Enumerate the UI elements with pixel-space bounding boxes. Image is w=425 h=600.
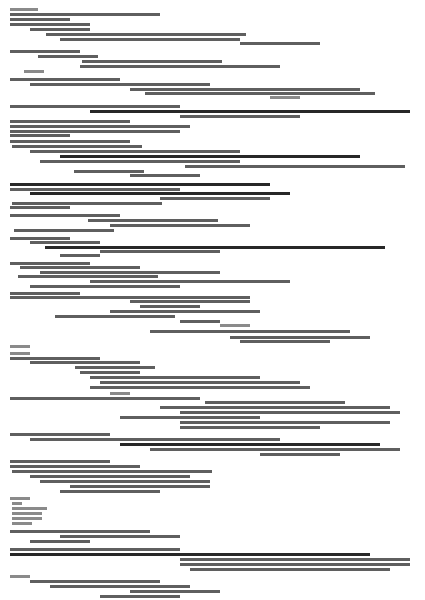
text-line — [40, 271, 220, 274]
text-line — [14, 229, 114, 232]
text-line — [10, 13, 160, 16]
text-line — [230, 336, 370, 339]
text-line — [10, 575, 30, 578]
text-line — [130, 174, 200, 177]
text-line — [30, 438, 280, 441]
text-line — [60, 155, 360, 158]
text-line — [12, 202, 162, 205]
text-line — [10, 497, 30, 500]
text-line — [10, 18, 70, 21]
text-line — [10, 530, 150, 533]
text-line — [12, 145, 142, 148]
text-line — [180, 563, 410, 566]
text-line — [70, 485, 210, 488]
text-line — [150, 448, 400, 451]
text-line — [10, 183, 270, 186]
text-line — [30, 83, 210, 86]
text-line — [50, 585, 190, 588]
text-line — [110, 392, 130, 395]
text-line — [220, 324, 250, 327]
text-line — [100, 381, 300, 384]
text-line — [12, 512, 42, 515]
text-line — [145, 92, 375, 95]
text-line — [10, 188, 180, 191]
text-line — [180, 558, 410, 561]
text-line — [10, 214, 120, 217]
text-line — [12, 502, 22, 505]
text-line — [100, 250, 220, 253]
text-line — [10, 548, 180, 551]
text-line — [130, 590, 220, 593]
text-line — [130, 88, 360, 91]
text-line — [30, 580, 160, 583]
text-line — [190, 568, 390, 571]
text-line — [60, 535, 180, 538]
text-line — [150, 330, 350, 333]
text-line — [240, 42, 320, 45]
text-line — [180, 411, 400, 414]
text-line — [180, 115, 300, 118]
text-line — [260, 453, 340, 456]
text-line — [10, 105, 180, 108]
text-line — [12, 507, 47, 510]
text-line — [12, 522, 32, 525]
text-line — [40, 160, 240, 163]
text-line — [60, 254, 100, 257]
text-line — [90, 110, 410, 113]
text-line — [10, 206, 70, 209]
text-line — [180, 426, 320, 429]
text-line — [12, 517, 42, 520]
text-line — [60, 38, 240, 41]
text-line — [10, 433, 110, 436]
text-line — [10, 553, 370, 556]
text-line — [90, 386, 310, 389]
text-line — [40, 480, 210, 483]
text-line — [80, 371, 140, 374]
text-line — [110, 224, 250, 227]
text-line — [74, 170, 144, 173]
text-line — [24, 70, 44, 73]
text-line — [18, 275, 158, 278]
text-line — [30, 285, 180, 288]
text-line — [10, 345, 30, 348]
text-line — [140, 305, 200, 308]
text-line — [45, 246, 385, 249]
text-line — [30, 540, 90, 543]
text-line — [240, 340, 330, 343]
text-line — [130, 300, 250, 303]
text-line — [180, 421, 390, 424]
text-line — [30, 192, 290, 195]
text-line — [10, 262, 90, 265]
text-line — [10, 130, 180, 133]
text-line — [10, 78, 120, 81]
text-line — [205, 401, 345, 404]
text-line — [30, 28, 90, 31]
text-line — [10, 292, 80, 295]
text-line — [30, 475, 190, 478]
text-line — [30, 361, 140, 364]
text-line — [38, 55, 98, 58]
text-line — [30, 241, 100, 244]
text-line — [110, 310, 260, 313]
text-line — [46, 33, 246, 36]
text-line — [120, 443, 380, 446]
text-line — [180, 320, 220, 323]
text-line — [10, 357, 100, 360]
text-line — [55, 315, 175, 318]
text-line — [75, 366, 155, 369]
text-line — [10, 397, 200, 400]
text-line — [30, 150, 240, 153]
text-line — [10, 134, 70, 137]
text-line — [82, 60, 222, 63]
text-line — [60, 490, 160, 493]
text-line — [10, 8, 38, 11]
text-line — [160, 197, 270, 200]
text-line — [10, 465, 140, 468]
text-line — [20, 266, 140, 269]
text-line — [100, 595, 180, 598]
text-line — [120, 416, 260, 419]
text-line — [90, 280, 290, 283]
text-line — [10, 140, 130, 143]
text-line — [88, 219, 218, 222]
text-line — [10, 296, 250, 299]
text-line — [12, 470, 212, 473]
text-line — [185, 165, 405, 168]
text-line — [10, 352, 30, 355]
text-line — [90, 376, 260, 379]
text-line — [10, 125, 190, 128]
text-line — [80, 65, 280, 68]
text-line — [270, 96, 300, 99]
text-line — [10, 460, 110, 463]
text-line — [10, 23, 90, 26]
text-line — [10, 237, 70, 240]
text-line — [160, 406, 390, 409]
text-line — [10, 120, 130, 123]
text-line — [10, 50, 80, 53]
